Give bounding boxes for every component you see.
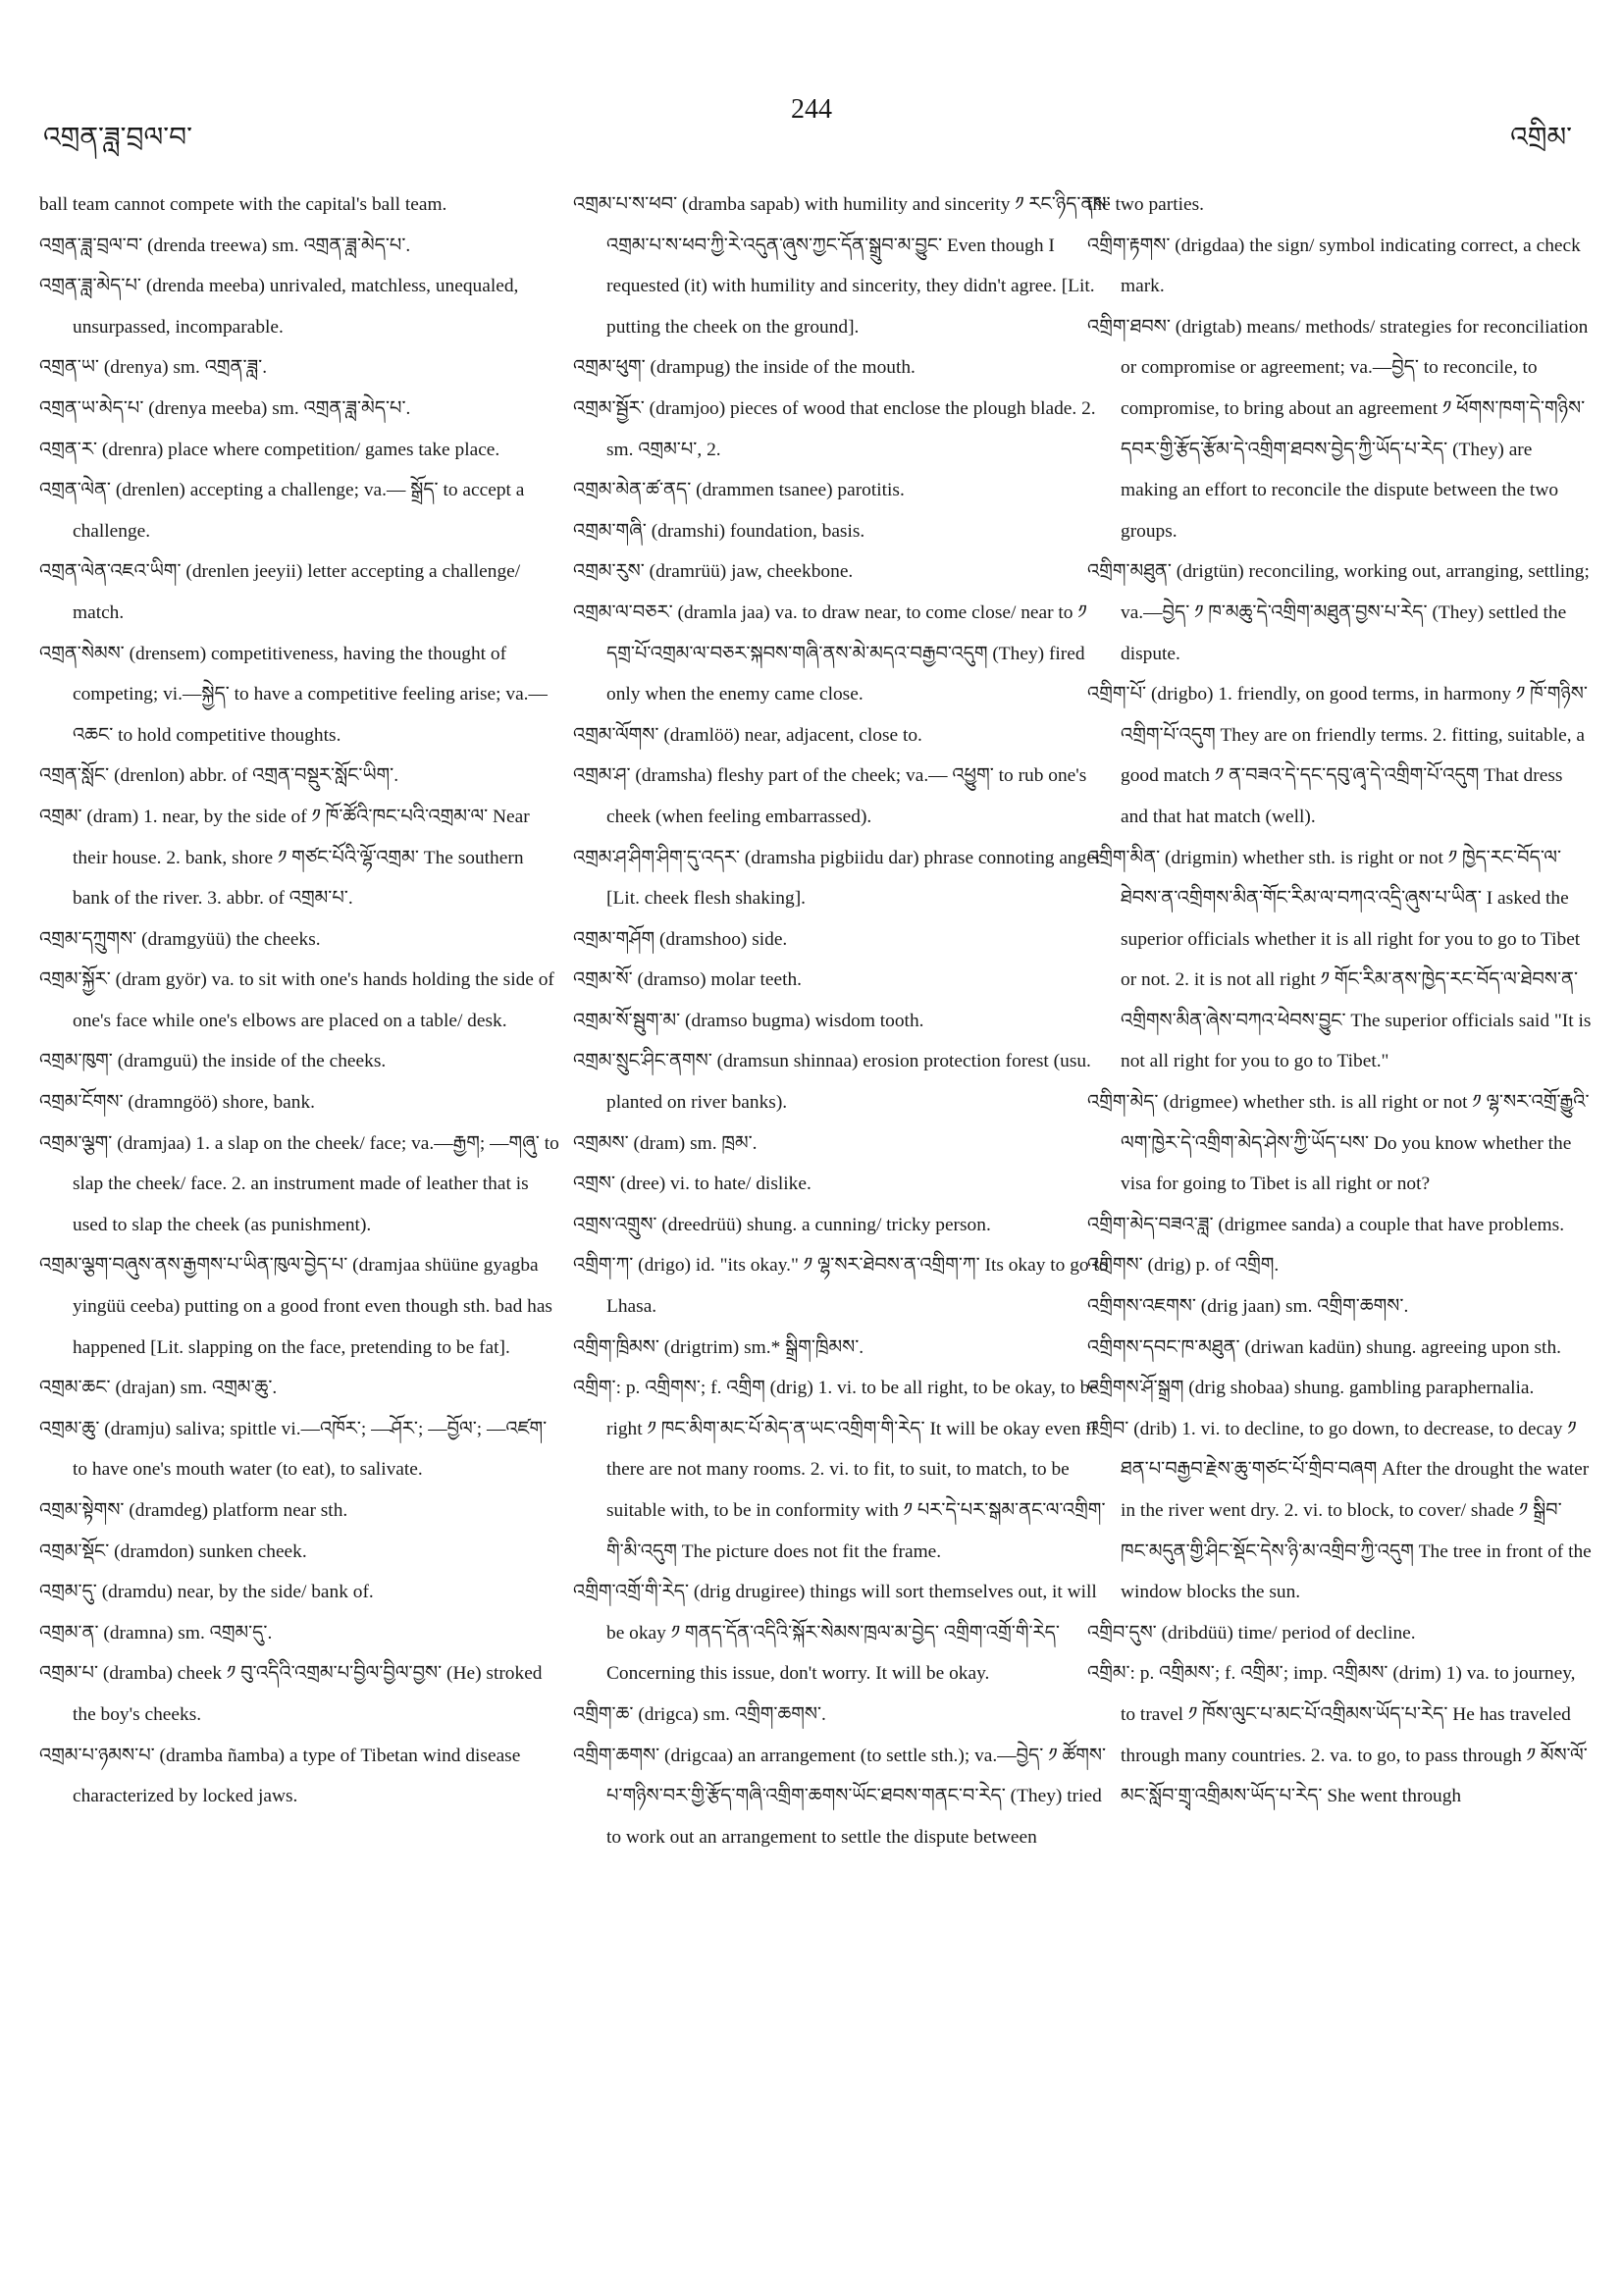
dictionary-entry: འགྲམ་ལ་བཅར་ (dramla jaa) va. to draw near, to come close/ near to ༡ དགྲ་པོ་འགྲམ་ལ་བཅར་སྐབས་གཞི་ནས་མེ་མདའ་བརྒྱབ་འདུག (They) fired only when the enemy came close. (573, 601, 1087, 705)
dictionary-entry: འགྲས་ (dree) vi. to hate/ dislike. (573, 1174, 812, 1195)
dictionary-entry: འགྲམ་ཆུ་ (dramju) saliva; spittle vi.—འཁོར་; —ཤོར་; —བྱོལ་; —འཛག་ to have one's mouth water (to eat), to salivate. (39, 1418, 548, 1481)
dictionary-entry: འགྲན་ལེན་ (drenlen) accepting a challenge; va.— སྒྲོད་ to accept a challenge. (39, 480, 525, 542)
dictionary-entry: འགྲམ་ཆང་ (drajan) sm. འགྲམ་ཆུ་. (39, 1378, 278, 1399)
dictionary-entry: འགྲམ་གཞི་ (dramshi) foundation, basis. (573, 520, 865, 542)
dictionary-entry: འགྲམ་སྐྱོར་ (dram györ) va. to sit with one's hands holding the side of one's face while one's elbows are placed on a table/ desk. (39, 969, 554, 1031)
dictionary-entry: འགྲམ་སོ་ (dramso) molar teeth. (573, 969, 803, 991)
dictionary-entry: འགྲམ་རུས་ (dramrüü) jaw, cheekbone. (573, 561, 854, 583)
dictionary-entry: འགྲམ་པ་ཉམས་པ་ (dramba ñamba) a type of Tibetan wind disease characterized by locked jaws. (39, 1745, 521, 1807)
dictionary-entry: འགྲན་ཟླ་མེད་པ་ (drenda meeba) unrivaled, matchless, unequaled, unsurpassed, incomparable. (39, 276, 519, 338)
dictionary-entry: འགྲིབ་དུས་ (dribdüü) time/ period of decline. (1087, 1622, 1416, 1644)
dictionary-entry: འགྲམ་ལྕག་བཞུས་ནས་རྒྱགས་པ་ཡིན་ཁུལ་བྱེད་པ་ (dramjaa shüüne gyagba yingüü ceeba) putting on a good front even though sth. bad has happened [Lit. slapping on the face, pretending to be fat]. (39, 1255, 552, 1358)
dictionary-entry: འགྲམ་དུ་ (dramdu) near, by the side/ bank of. (39, 1582, 374, 1603)
dictionary-entry: འགྲིག་པོ་ (drigbo) 1. friendly, on good terms, in harmony ༡ ཁོ་གཉིས་འགྲིག་པོ་འདུག They are on friendly terms. 2. fitting, suitable, a good match ༡ ན་བཟའ་དེ་དང་དབུ་ཞྭ་དེ་འགྲིག་པོ་འདུག That dress and that hat match (well). (1087, 684, 1588, 827)
dictionary-entry: འགྲམས་ (dram) sm. ཁྲམ་. (573, 1132, 758, 1154)
dictionary-entry: འགྲམ་ལོགས་ (dramlöö) near, adjacent, close to. (573, 724, 922, 746)
dictionary-entry: འགྲན་སེམས་ (drensem) competitiveness, having the thought of competing; vi.—སྐྱེད་ to have a competitive feeling arise; va.—འཆང་ to hold competitive thoughts. (39, 643, 548, 746)
dictionary-entry: འགྲིགས་འཇགས་ (drig jaan) sm. འགྲིག་ཆགས་. (1087, 1296, 1409, 1318)
dictionary-entry: འགྲིག་ཐབས་ (drigtab) means/ methods/ strategies for reconciliation or compromise or agreement; va.—བྱེད་ to reconcile, to compromise, to bring about an agreement ༡ ཕོགས་ཁག་དེ་གཉིས་དབར་གྱི་རྩོད་རྩོམ་དེ་འགྲིག་ཐབས་བྱེད་ཀྱི་ཡོད་པ་རེད་ (They) are making an effort to reconcile the dispute between the two groups. (1087, 316, 1589, 542)
dictionary-entry: འགྲིག་མཐུན་ (drigtün) reconciling, working out, arranging, settling; va.—བྱེད་ ༡ ཁ་མཆུ་དེ་འགྲིག་མཐུན་བྱས་པ་རེད་ (They) settled the dispute. (1087, 561, 1590, 664)
dictionary-entry: འགྲམ་ཕུག་ (drampug) the inside of the mouth. (573, 357, 916, 379)
right-guide-word: འགྲིམ་ (1510, 121, 1572, 153)
dictionary-entry: འགྲས་འགྲུས་ (dreedrüü) shung. a cunning/ tricky person. (573, 1214, 991, 1235)
dictionary-entry: འགྲིག་འགྲོ་གི་རེད་ (drig drugiree) things will sort themselves out, it will be okay ༡ གནད་དོན་འདིའི་སྐོར་སེམས་ཁྲལ་མ་བྱེད་ འགྲིག་འགྲོ་གི་རེད་ Concerning this issue, don't worry. It will be okay. (573, 1582, 1097, 1685)
dictionary-entry: ball team cannot compete with the capital's ball team. (39, 194, 447, 215)
dictionary-entry: འགྲམ་པ་ས་ཕབ་ (dramba sapab) with humility and sincerity ༡ རང་ཉིད་ནས་འགྲམ་པ་ས་ཕབ་ཀྱི་རེ་འདུན་ཞུས་ཀྱང་དོན་སྒྲུབ་མ་བྱུང་ Even though I requested (it) with humility and sincerity, they didn't agree. [Lit. putting the cheek on the ground]. (573, 194, 1111, 338)
column-3 (1087, 184, 1594, 1817)
dictionary-entry: འགྲན་ར་ (drenra) place where competition/ games take place. (39, 439, 500, 460)
dictionary-entry: འགྲིག་ཀ་ (drigo) id. "its okay." ༡ ལྷ་སར་ཐེབས་ན་འགྲིག་ཀ་ Its okay to go to Lhasa. (573, 1255, 1109, 1318)
dictionary-entry: འགྲིགས་ཤོ་སྒྲག (drig shobaa) shung. gambling paraphernalia. (1087, 1378, 1535, 1399)
dictionary-entry: འགྲམ་ (dram) 1. near, by the side of ༡ ཁོ་ཚོའི་ཁང་པའི་འགྲམ་ལ་ Near their house. 2. bank, shore ༡ གཙང་པོའི་ལྷོ་འགྲམ་ The southern bank of the river. 3. abbr. of འགྲམ་པ་. (39, 806, 530, 910)
dictionary-entry: འགྲམ་སྟེགས་ (dramdeg) platform near sth. (39, 1500, 348, 1521)
dictionary-entry: འགྲིག་མེད་བཟའ་ཟླ་ (drigmee sanda) a couple that have problems. (1087, 1214, 1565, 1235)
dictionary-entry: the two parties. (1087, 194, 1205, 215)
dictionary-entry: འགྲམ་དཀྲུགས་ (dramgyüü) the cheeks. (39, 928, 321, 950)
column-1 (39, 184, 559, 1817)
dictionary-entry: འགྲམ་སྲུང་ཤིང་ནགས་ (dramsun shinnaa) erosion protection forest (usu. planted on river banks). (573, 1051, 1091, 1114)
dictionary-entry: འགྲམ་ཤ་ཤིག་ཤིག་དུ་འདར་ (dramsha pigbiidu dar) phrase connoting anger [Lit. cheek flesh shaking]. (573, 847, 1102, 910)
dictionary-entry: འགྲམ་སྡོང་ (dramdon) sunken cheek. (39, 1540, 307, 1562)
column-2 (573, 184, 1113, 1857)
dictionary-entry: འགྲམ་ཤ་ (dramsha) fleshy part of the cheek; va.— འཕྱུག་ to rub one's cheek (when feeling embarrassed). (573, 765, 1087, 827)
dictionary-entry: འགྲམ་མེན་ཚ་ནད་ (drammen tsanee) parotitis. (573, 480, 905, 501)
left-guide-word: འགྲན་ཟླ་བྲལ་བ་ (43, 121, 192, 153)
dictionary-entry: འགྲིགས་ (drig) p. of འགྲིག. (1087, 1255, 1280, 1277)
dictionary-entry: འགྲིམ་: p. འགྲིམས་; f. འགྲིམ་; imp. འགྲིམས་ (drim) 1) va. to journey, to travel ༡ ཁོས་ལུང་པ་མང་པོ་འགྲིམས་ཡོད་པ་རེད་ He has traveled through many countries. 2. va. to go, to pass through ༡ མོས་ལོ་མང་སློབ་གྲྭ་འགྲིམས་ཡོད་པ་རེད་ She went through (1087, 1663, 1588, 1807)
dictionary-entry: འགྲིག་ཁྲིམས་ (drigtrim) sm.* སྒྲིག་ཁྲིམས་. (573, 1336, 864, 1358)
dictionary-entry: འགྲམ་ངོགས་ (dramngöö) shore, bank. (39, 1092, 316, 1114)
dictionary-entry: འགྲན་ཟླ་བྲལ་བ་ (drenda treewa) sm. འགྲན་ཟླ་མེད་པ་. (39, 235, 411, 256)
dictionary-entry: འགྲིག་མིན་ (drigmin) whether sth. is right or not ༡ ཁྱེད་རང་བོད་ལ་ཐེབས་ན་འགྲིགས་མིན་གོང་རིམ་ལ་བཀའ་འདྲི་ཞུས་པ་ཡིན་ I asked the superior officials whether it is all right for you to go to Tibet or not. 2. it is not all right ༡ གོང་རིམ་ནས་ཁྱེད་རང་བོད་ལ་ཐེབས་ན་འགྲིགས་མིན་ཞེས་བཀའ་ཕེབས་བྱུང་ The superior officials said "It is not all right for you to go to Tibet." (1087, 847, 1592, 1072)
page-number: 244 (791, 94, 832, 125)
dictionary-entry: འགྲིབ་ (drib) 1. vi. to decline, to go down, to decrease, to decay ༡ ཐན་པ་བརྒྱབ་རྗེས་ཆུ་གཙང་པོ་གྲིབ་བཞག After the drought the water in the river went dry. 2. vi. to block, to cover/ shade ༡ སྒྲིབ་ ཁང་མདུན་གྱི་ཤིང་སྡོང་དེས་ཉི་མ་འགྲིབ་ཀྱི་འདུག The tree in front of the window blocks the sun. (1087, 1418, 1592, 1603)
dictionary-entry: འགྲིག་ཆ་ (drigca) sm. འགྲིག་ཆགས་. (573, 1703, 826, 1725)
dictionary-entry: འགྲིག་མེད་ (drigmee) whether sth. is all right or not ༡ ལྷ་སར་འགྲོ་རྒྱུའི་ལག་ཁྱེར་དེ་འགྲིག་མེད་ཤེས་ཀྱི་ཡོད་པས་ Do you know whether the visa for going to Tibet is all right or not? (1087, 1092, 1590, 1195)
dictionary-entry: འགྲམ་པ་ (dramba) cheek ༡ བུ་འདིའི་འགྲམ་པ་བྱིལ་བྱིལ་བྱས་ (He) stroked the boy's cheeks. (39, 1663, 543, 1725)
dictionary-entry: འགྲིག་: p. འགྲིགས་; f. འགྲིག (drig) 1. vi. to be all right, to be okay, to be right ༡ ཁང་མིག་མང་པོ་མེད་ན་ཡང་འགྲིག་གི་རེད་ It will be okay even if there are not many rooms. 2. vi. to fit, to suit, to match, to be suitable with, to be in conformity with ༡ པར་དེ་པར་སྒམ་ནང་ལ་འགྲིག་གི་མི་འདུག The picture does not fit the frame. (573, 1378, 1106, 1562)
dictionary-entry: འགྲན་ཡ་ (drenya) sm. འགྲན་ཟླ་. (39, 357, 268, 379)
dictionary-entry: འགྲམ་ལྕག་ (dramjaa) 1. a slap on the cheek/ face; va.—རྒྱག; —གཞུ་ to slap the cheek/ face. 2. an instrument made of leather that is used to slap the cheek (as punishment). (39, 1132, 559, 1235)
dictionary-entry: འགྲམ་སྦྱོར་ (dramjoo) pieces of wood that enclose the plough blade. 2. sm. འགྲམ་པ་, 2. (573, 397, 1096, 460)
dictionary-entry: འགྲམ་ན་ (dramna) sm. འགྲམ་དུ་. (39, 1622, 273, 1644)
dictionary-entry: འགྲིག་ཆགས་ (drigcaa) an arrangement (to settle sth.); va.—བྱེད་ ༡ ཚོགས་པ་གཉིས་བར་གྱི་རྩོད་གཞི་འགྲིག་ཆགས་ཡོང་ཐབས་གནང་བ་རེད་ (They) tried to work out an arrangement to settle the dispute between (573, 1745, 1107, 1848)
dictionary-entry: འགྲམ་ཁུག་ (dramguü) the inside of the cheeks. (39, 1051, 387, 1072)
dictionary-entry: འགྲིགས་དབང་ཁ་མཐུན་ (driwan kadün) shung. agreeing upon sth. (1087, 1336, 1561, 1358)
dictionary-entry: འགྲམ་གཤོག (dramshoo) side. (573, 928, 788, 950)
dictionary-entry: འགྲན་ཡ་མེད་པ་ (drenya meeba) sm. འགྲན་ཟླ་མེད་པ་. (39, 397, 411, 419)
dictionary-entry: འགྲིག་རྟགས་ (drigdaa) the sign/ symbol indicating correct, a check mark. (1087, 235, 1581, 297)
dictionary-entry: འགྲན་སློང་ (drenlon) abbr. of འགྲན་བསྡུར་སློང་ཡིག་. (39, 765, 399, 787)
dictionary-entry: འགྲམ་སོ་སྦུག་མ་ (dramso bugma) wisdom tooth. (573, 1010, 924, 1031)
dictionary-entry: འགྲན་ལེན་འཇའ་ཡིག་ (drenlen jeeyii) letter accepting a challenge/ match. (39, 561, 521, 623)
